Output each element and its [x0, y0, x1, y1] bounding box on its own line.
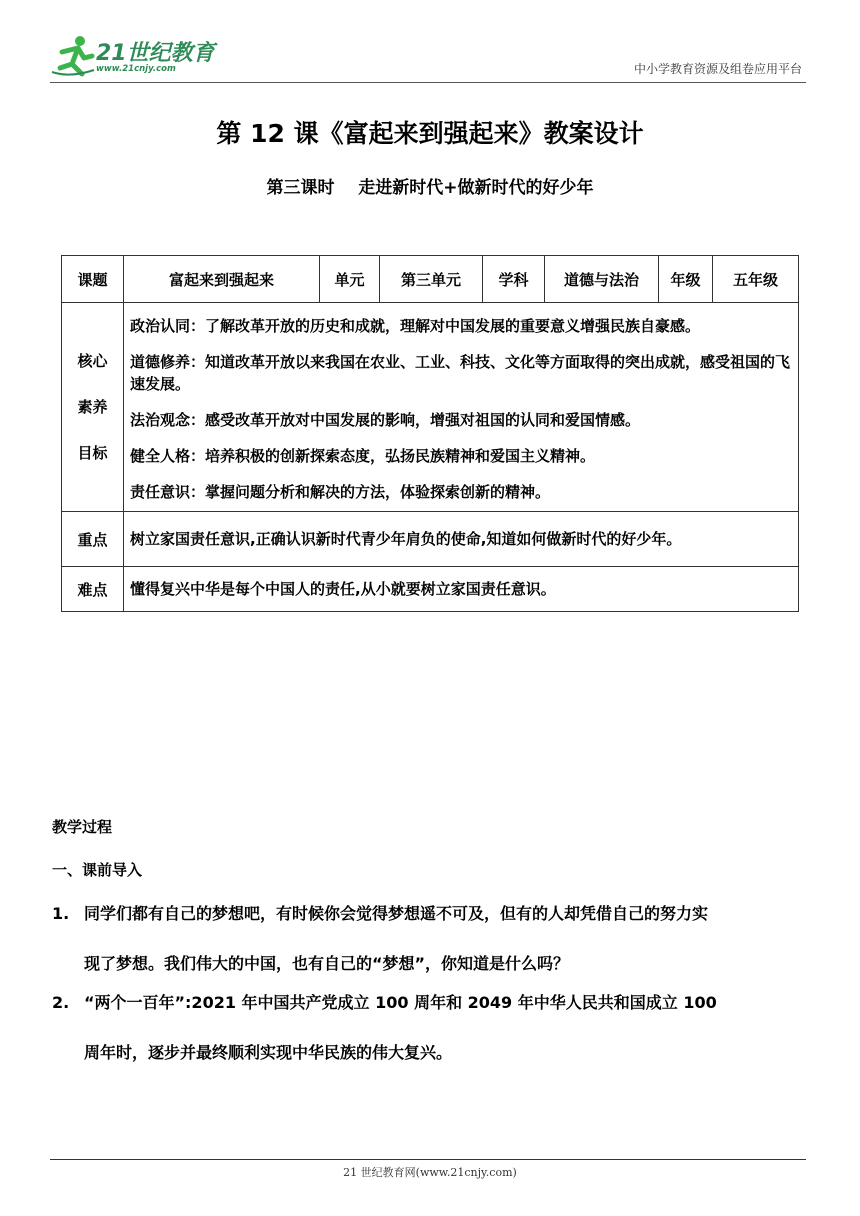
difficulties-label: 难点 [62, 567, 124, 612]
list-item [52, 992, 812, 1064]
cell-topic-label: 课题 [62, 256, 124, 303]
page-footer[interactable]: 21 世纪教育网(www.21cnjy.com) [343, 1166, 517, 1179]
document-title: 第 12 课《富起来到强起来》教案设计 [216, 119, 644, 148]
item-line: 现了梦想。我们伟大的中国，也有自己的“梦想”，你知道是什么吗？ [84, 954, 570, 973]
goals-list [124, 303, 799, 512]
item-line: 周年时，逐步并最终顺利实现中华民族的伟大复兴。 [84, 1043, 453, 1062]
table-row-header [62, 256, 799, 303]
platform-name: 中小学教育资源及组卷应用平台 [633, 62, 802, 76]
item-number: 2. [52, 993, 70, 1012]
logo-text: 21世纪教育 [96, 41, 215, 66]
cell-topic-value: 富起来到强起来 [124, 256, 320, 303]
goals-label: 核心 素养 目标 [62, 303, 124, 512]
page-header [50, 30, 806, 83]
runner-logo-icon [50, 32, 96, 80]
item-number: 1. [52, 904, 70, 923]
logo-url: www.21cnjy.com [96, 64, 176, 74]
cell-unit-label: 单元 [320, 256, 380, 303]
site-logo[interactable] [50, 32, 220, 80]
cell-unit-value: 第三单元 [380, 256, 483, 303]
goal-item: 法治观念：感受改革开放对中国发展的影响，增强对祖国的认同和爱国情感。 [130, 411, 641, 429]
list-item [52, 903, 812, 975]
document-subtitle: 第三课时 走进新时代+做新时代的好少年 [266, 178, 594, 198]
item-line: “两个一百年”:2021 年中国共产党成立 100 周年和 2049 年中华人民共和国成立 100 [84, 993, 717, 1012]
table-row-key-points [62, 512, 799, 567]
cell-subject-value: 道德与法治 [545, 256, 659, 303]
cell-subject-label: 学科 [483, 256, 545, 303]
cell-grade-value: 五年级 [713, 256, 799, 303]
table-row-difficulties [62, 567, 799, 612]
key-points-text: 树立家国责任意识,正确认识新时代青少年肩负的使命,知道如何做新时代的好少年。 [124, 512, 799, 567]
section-heading: 一、课前导入 [52, 861, 143, 879]
key-points-label: 重点 [62, 512, 124, 567]
footer-divider [50, 1159, 806, 1160]
goal-item: 责任意识：掌握问题分析和解决的方法，体验探索创新的精神。 [130, 483, 551, 501]
goal-item: 政治认同：了解改革开放的历史和成就，理解对中国发展的重要意义增强民族自豪感。 [130, 317, 701, 335]
process-heading: 教学过程 [52, 818, 113, 836]
table-row-goals [62, 303, 799, 512]
goal-item: 道德修养：知道改革开放以来我国在农业、工业、科技、文化等方面取得的突出成就，感受祖国的飞速发展。 [130, 353, 791, 393]
difficulties-text: 懂得复兴中华是每个中国人的责任,从小就要树立家国责任意识。 [124, 567, 799, 612]
lesson-info-table [61, 255, 799, 612]
goal-item: 健全人格：培养积极的创新探索态度，弘扬民族精神和爱国主义精神。 [130, 447, 596, 465]
item-line: 同学们都有自己的梦想吧，有时候你会觉得梦想遥不可及，但有的人却凭借自己的努力实 [84, 904, 709, 923]
cell-grade-label: 年级 [659, 256, 713, 303]
